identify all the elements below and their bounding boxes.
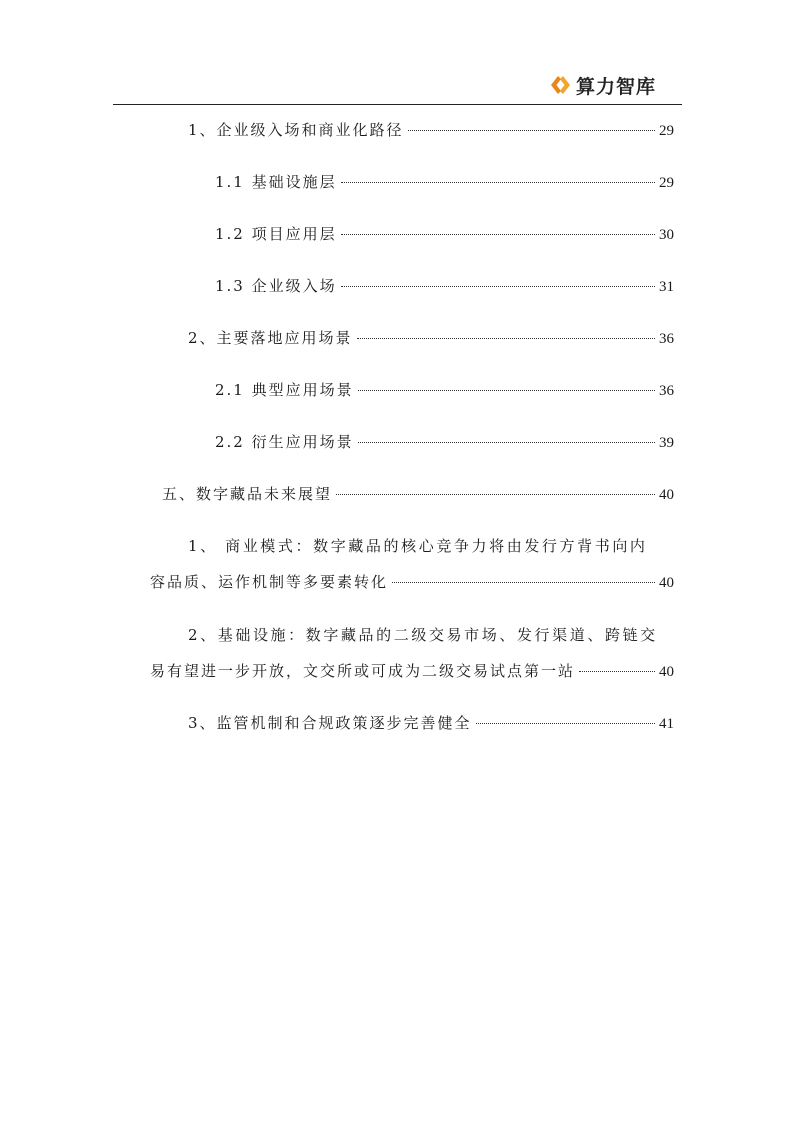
- toc-leader: [476, 723, 655, 724]
- toc-entry-page: 30: [659, 227, 674, 243]
- toc-entry[interactable]: [188, 327, 674, 349]
- toc-entry-label: 2.2 衍生应用场景: [215, 433, 354, 451]
- toc-entry[interactable]: [150, 660, 674, 682]
- toc-entry-label-line2: 容品质、运作机制等多要素转化: [150, 573, 389, 591]
- toc-entry-page: 41: [659, 716, 674, 732]
- toc-entry-label: 1.1 基础设施层: [215, 173, 337, 191]
- brand-logo: [548, 70, 673, 100]
- toc-entry[interactable]: [162, 483, 674, 505]
- toc-entry-label: 2.1 典型应用场景: [215, 381, 354, 399]
- toc-entry-page: 40: [659, 575, 674, 591]
- brand-name: 算力智库: [576, 75, 657, 98]
- toc-leader: [357, 338, 655, 339]
- toc-entry-page: 40: [659, 487, 674, 503]
- toc-leader: [579, 671, 655, 672]
- toc-entry-page: 29: [659, 123, 674, 139]
- toc-entry-label: 1.3 企业级入场: [215, 277, 337, 295]
- header-rule: [113, 104, 682, 105]
- toc-entry-page: 40: [659, 664, 674, 680]
- toc-leader: [341, 182, 655, 183]
- toc-entry-page: 36: [659, 383, 674, 399]
- toc-entry-page: 36: [659, 331, 674, 347]
- toc-leader: [341, 234, 655, 235]
- toc-entry[interactable]: [188, 712, 674, 734]
- toc-entry[interactable]: [188, 119, 674, 141]
- toc-entry-label-line2: 易有望进一步开放，文交所或可成为二级交易试点第一站: [150, 662, 576, 680]
- toc-entry-label: 2、主要落地应用场景: [188, 329, 353, 347]
- toc-entry[interactable]: [150, 571, 674, 593]
- toc-entry-label-line1[interactable]: 2、基础设施：数字藏品的二级交易市场、发行渠道、跨链交: [188, 626, 658, 644]
- toc-entry-label: 3、监管机制和合规政策逐步完善健全: [188, 714, 472, 732]
- toc-entry-page: 31: [659, 279, 674, 295]
- toc-leader: [358, 390, 655, 391]
- toc-entry[interactable]: [215, 171, 674, 193]
- toc-leader: [336, 494, 655, 495]
- toc-entry-page: 29: [659, 175, 674, 191]
- toc-entry-label: 1.2 项目应用层: [215, 225, 337, 243]
- toc-leader: [408, 130, 655, 131]
- toc-leader: [341, 286, 655, 287]
- toc-entry[interactable]: [215, 379, 674, 401]
- toc-entry[interactable]: [215, 223, 674, 245]
- toc-leader: [392, 582, 655, 583]
- toc-entry[interactable]: [215, 275, 674, 297]
- toc-leader: [358, 442, 655, 443]
- toc-entry[interactable]: [215, 431, 674, 453]
- chevron-diamond-icon: [548, 73, 572, 97]
- toc-entry-label-line1[interactable]: 1、 商业模式：数字藏品的核心竞争力将由发行方背书向内: [188, 537, 648, 555]
- toc-entry-label: 1、企业级入场和商业化路径: [188, 121, 404, 139]
- toc-entry-page: 39: [659, 435, 674, 451]
- toc-entry-label: 五、数字藏品未来展望: [162, 485, 333, 503]
